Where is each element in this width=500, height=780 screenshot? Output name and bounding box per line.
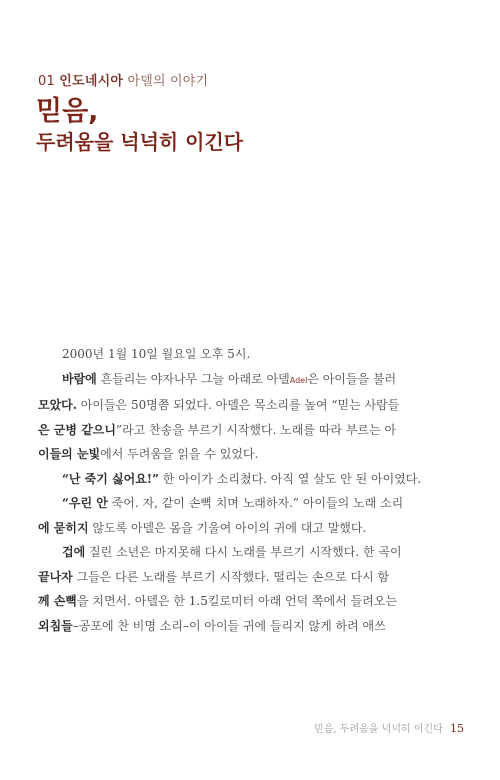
bold-run: 외침들 xyxy=(38,618,73,633)
page-number: 15 xyxy=(450,722,464,735)
chapter-country: 인도네시아 xyxy=(59,74,124,89)
text-run: 에서 두려움을 읽을 수 있었다. xyxy=(100,447,259,461)
text-run: ”라고 찬송을 부르기 시작했다. 노래를 따라 부르는 아 xyxy=(115,422,397,437)
title-line-2: 두려움을 넉넉히 이긴다 xyxy=(36,130,244,154)
paragraph xyxy=(38,491,464,540)
paragraph xyxy=(38,540,464,638)
chapter-subtitle: 아델의 이야기 xyxy=(127,74,209,89)
bold-run: 께 손뼉 xyxy=(38,594,77,608)
chapter-number: 01 xyxy=(38,74,55,89)
date-line: 2000년 1월 10일 월요일 오후 5시. xyxy=(62,347,251,361)
text-run: 은 아이들을 불러 xyxy=(307,371,397,386)
text-run: 그들은 다른 노래를 부르기 시작했다. 떨리는 손으로 다시 함 xyxy=(72,569,390,584)
chapter-title xyxy=(36,96,243,156)
page-footer xyxy=(314,720,464,735)
bold-run: “우린 안 xyxy=(62,496,108,510)
paragraph xyxy=(38,467,464,492)
title-line-1: 믿음, xyxy=(36,96,99,127)
chapter-label xyxy=(38,70,208,89)
bold-run: “난 죽기 싫어요!” xyxy=(62,471,159,486)
text-run: 한 아이가 소리쳤다. 아직 열 살도 안 된 아이였다. xyxy=(158,471,422,486)
bold-run: 모았다. xyxy=(38,398,77,412)
bold-run: 에 묻히지 xyxy=(38,520,89,535)
english-name: Adel xyxy=(289,375,308,385)
bold-run: 바람에 xyxy=(62,371,97,386)
bold-run: 은 군병 같으니 xyxy=(38,422,116,437)
running-head: 믿음, 두려움을 넉넉히 이긴다 xyxy=(314,724,443,735)
bold-run: 겁에 xyxy=(62,545,86,559)
text-run: –공포에 찬 비명 소리–이 아이들 귀에 들리지 않게 하려 애쓰 xyxy=(72,618,386,633)
text-run: 않도록 아델은 몸을 기울여 아이의 귀에 대고 말했다. xyxy=(88,520,367,535)
text-run: 흔들리는 야자나무 그늘 아래로 아델 xyxy=(96,371,290,386)
paragraph xyxy=(38,367,464,467)
text-run: 아이들은 50명쯤 되었다. 아델은 목소리를 높여 “믿는 사람들 xyxy=(76,398,400,412)
text-run: 을 치면서. 아델은 한 1.5킬로미터 아래 언덕 쪽에서 들려오는 xyxy=(76,594,398,608)
text-run: 죽어. 자, 같이 손뼉 치며 노래하자.” 아이들의 노래 소리 xyxy=(107,496,404,510)
bold-run: 끝나자 xyxy=(38,569,73,584)
text-run: 질린 소년은 마지못해 다시 노래를 부르기 시작했다. 한 곡이 xyxy=(85,545,402,559)
bold-run: 이들의 눈빛 xyxy=(38,447,101,461)
body-text xyxy=(38,342,464,638)
